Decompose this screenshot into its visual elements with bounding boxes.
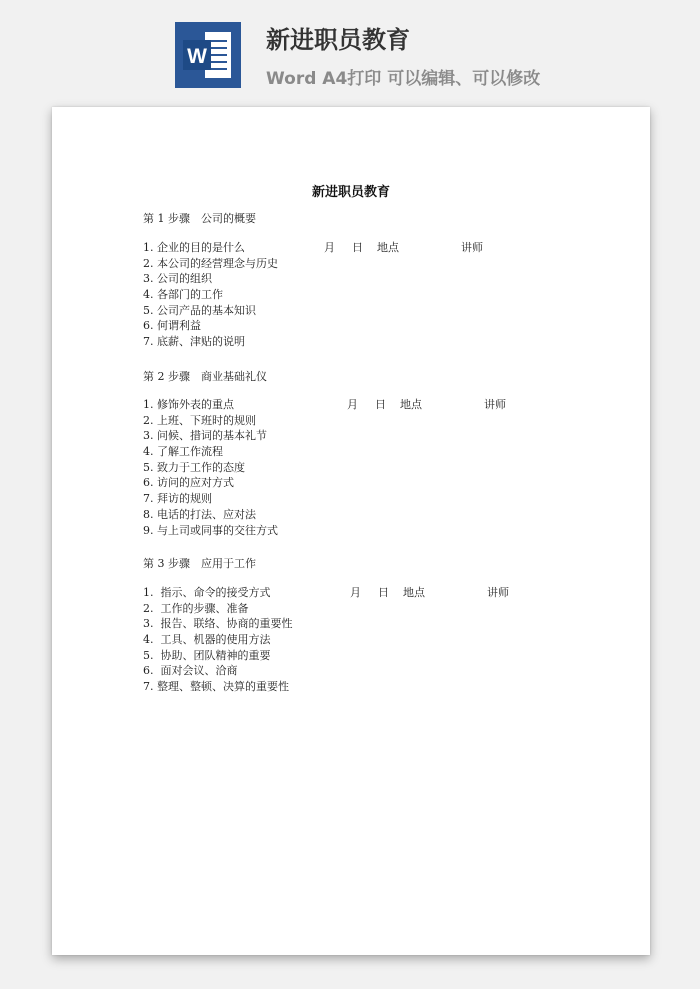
file-title: 新进职员教育: [266, 26, 410, 54]
list-item: 5. 致力于工作的态度: [143, 460, 245, 474]
list-item: 6. 访问的应对方式: [143, 476, 234, 490]
lecturer-label: 讲师: [484, 398, 506, 411]
list-item: 2. 本公司的经营理念与历史: [143, 256, 278, 270]
list-item: 6. 何谓利益: [143, 319, 201, 333]
step-1-list: [143, 240, 278, 350]
list-item: 1. 修饰外表的重点: [143, 398, 234, 411]
step-2-list: [143, 397, 278, 538]
step-3-list: [143, 585, 293, 695]
list-item: 2. 工作的步骤、准备: [143, 601, 249, 615]
lecturer-label: 讲师: [461, 241, 483, 254]
day-label: 日: [352, 241, 363, 254]
place-label: 地点: [403, 586, 425, 599]
month-label: 月: [324, 241, 335, 254]
header: [0, 0, 700, 100]
list-item: 7. 拜访的规则: [143, 492, 212, 506]
list-item: 2. 上班、下班时的规则: [143, 413, 256, 427]
lecturer-label: 讲师: [487, 586, 509, 599]
list-item: 4. 了解工作流程: [143, 445, 223, 459]
word-doc-icon: [175, 22, 241, 88]
list-item: 7. 底薪、津贴的说明: [143, 335, 245, 349]
step-1-title: 第 1 步骤 公司的概要: [143, 212, 256, 225]
day-label: 日: [378, 586, 389, 599]
svg-text:W: W: [187, 45, 207, 68]
list-item: 3. 报告、联络、协商的重要性: [143, 617, 293, 631]
step-3-meta: [336, 571, 509, 613]
month-label: 月: [350, 586, 361, 599]
list-item: 6. 面对会议、洽商: [143, 664, 238, 678]
list-item: 8. 电话的打法、应对法: [143, 507, 256, 521]
place-label: 地点: [400, 398, 422, 411]
month-label: 月: [347, 398, 358, 411]
list-item: 7. 整理、整顿、决算的重要性: [143, 680, 289, 694]
step-2-meta: [333, 383, 506, 425]
place-label: 地点: [377, 241, 399, 254]
document-page: [52, 107, 650, 955]
document-title: 新进职员教育: [311, 185, 390, 200]
step-2-title: 第 2 步骤 商业基础礼仪: [143, 370, 267, 383]
list-item: 4. 各部门的工作: [143, 288, 223, 302]
list-item: 5. 公司产品的基本知识: [143, 303, 256, 317]
list-item: 3. 公司的组织: [143, 272, 212, 286]
list-item: 1. 企业的目的是什么: [143, 241, 245, 254]
list-item: 5. 协助、团队精神的重要: [143, 648, 271, 662]
list-item: 1. 指示、命令的接受方式: [143, 586, 271, 599]
list-item: 3. 问候、措词的基本礼节: [143, 429, 267, 443]
list-item: 4. 工具、机器的使用方法: [143, 633, 271, 647]
step-3-title: 第 3 步骤 应用于工作: [143, 557, 256, 570]
day-label: 日: [375, 398, 386, 411]
step-1-meta: [310, 226, 483, 268]
file-subtitle: Word A4打印 可以编辑、可以修改: [266, 69, 541, 89]
list-item: 9. 与上司或同事的交往方式: [143, 523, 278, 537]
